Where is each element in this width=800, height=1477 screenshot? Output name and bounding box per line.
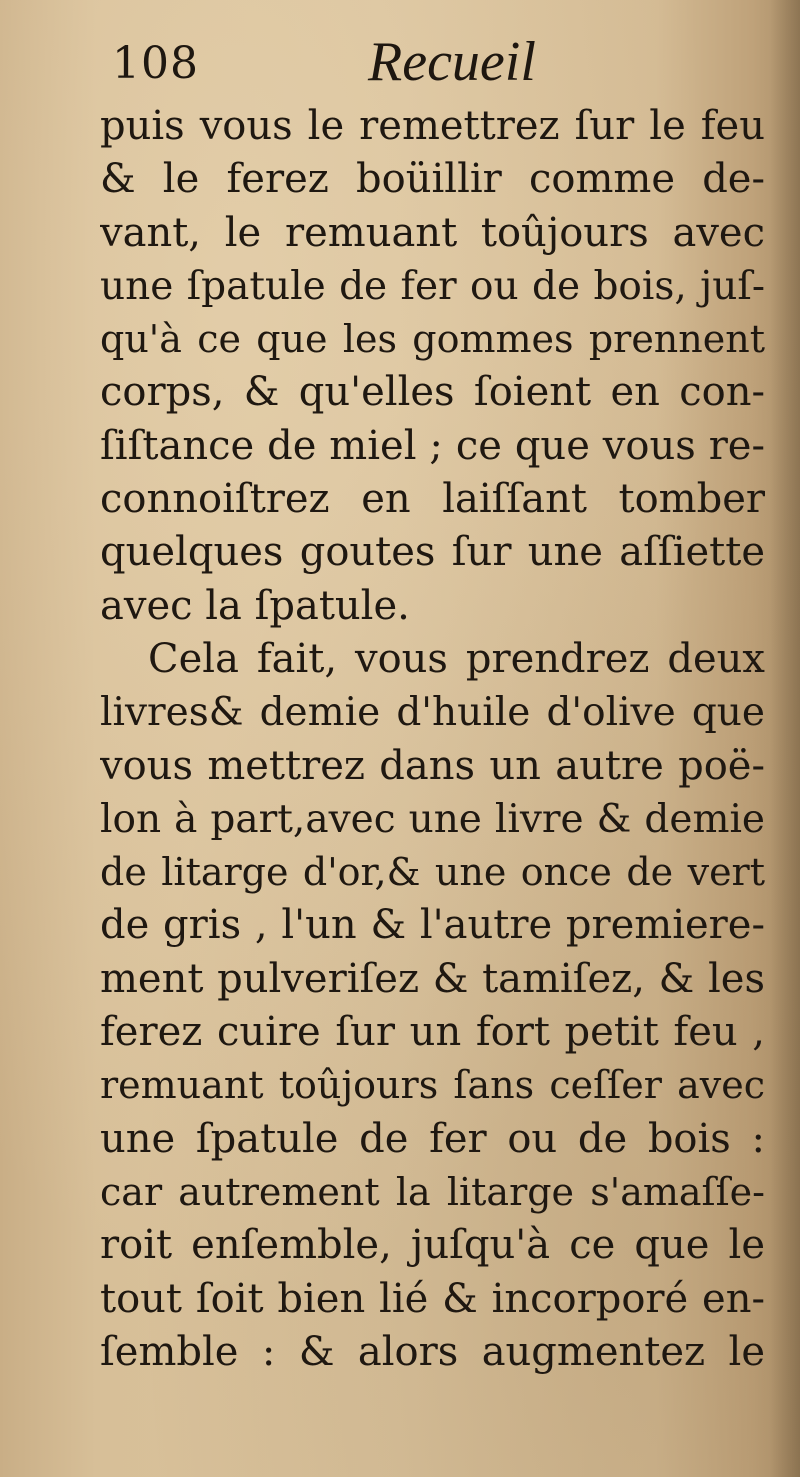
text-line: avec la ſpatule. — [100, 582, 410, 629]
text-line: ſemble : & alors augmentez le — [100, 1328, 765, 1375]
body-text — [100, 100, 765, 1379]
page-edge-shadow — [770, 0, 800, 1477]
text-line: puis vous le remettrez ſur le feu — [100, 103, 765, 149]
text-line: ment pulveriſez & tamiſez, & les — [100, 955, 765, 1002]
text-line: roit enſemble, juſqu'à ce que le — [100, 1222, 765, 1269]
text-line: qu'à ce que les gommes prennent — [100, 317, 765, 362]
page-number: 108 — [112, 38, 199, 89]
text-line: ſiſtance de miel ; ce que vous re- — [100, 422, 765, 469]
text-line: tout ſoit bien lié & incorporé en- — [100, 1275, 765, 1322]
paragraph-first-line: Cela fait, vous prendrez deux — [148, 635, 765, 682]
text-line: ferez cuire ſur un fort petit feu , — [100, 1009, 765, 1056]
running-title: Recueil — [368, 31, 536, 93]
text-line: de litarge d'or,& une once de vert — [100, 850, 765, 895]
text-line: corps, & qu'elles ſoient en con- — [100, 369, 765, 416]
text-line: une ſpatule de fer ou de bois : — [100, 1115, 765, 1162]
text-line: vant, le remuant toûjours avec — [100, 209, 765, 256]
text-line: & le ferez boüillir comme de- — [100, 156, 765, 203]
text-line: une ſpatule de fer ou de bois, juſ- — [100, 263, 765, 309]
text-line: de gris , l'un & l'autre premiere- — [100, 902, 765, 949]
text-line: vous mettrez dans un autre poë- — [100, 742, 765, 789]
text-line: remuant toûjours ſans ceſſer avec — [100, 1063, 765, 1108]
text-line: connoiſtrez en laiſſant tomber — [100, 476, 765, 523]
text-line: car autrement la litarge s'amaſſe- — [100, 1169, 765, 1214]
page-header — [0, 30, 800, 100]
text-line: quelques goutes ſur une aſſiette — [100, 529, 765, 576]
text-line: lon à part,avec une livre & demie — [100, 796, 765, 842]
text-line: livres& demie d'huile d'olive que — [100, 690, 765, 736]
